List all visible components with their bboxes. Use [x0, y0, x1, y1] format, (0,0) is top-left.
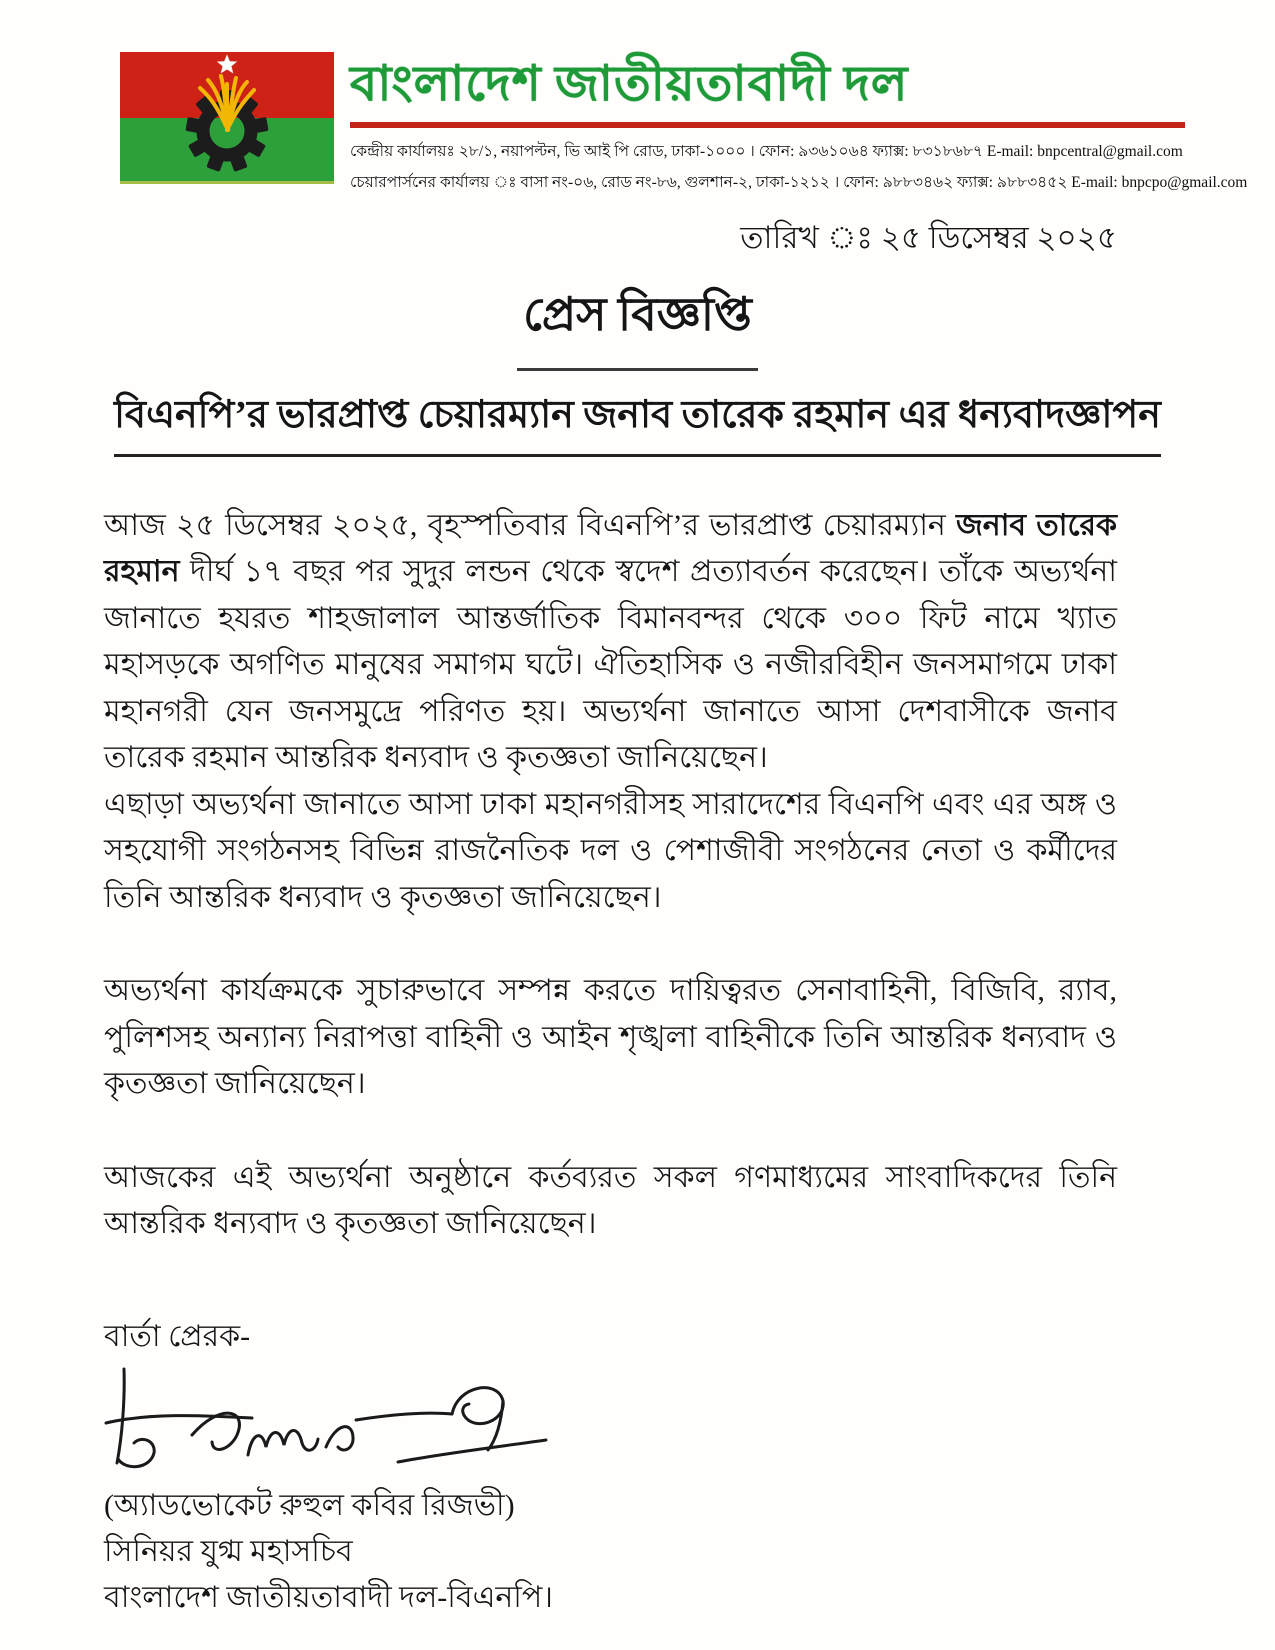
org-name: বাংলাদেশ জাতীয়তাবাদী দল [350, 56, 909, 111]
paragraph-1-rest: দীর্ঘ ১৭ বছর পর সুদুর লন্ডন থেকে স্বদেশ প্রত্যাবর্তন করেছেন। তাঁকে অভ্যর্থনা জানাতে হযরত শাহজালাল আন্তর্জাতিক বিমানবন্দর থেকে ৩০০ ফিট নামে খ্যাত মহাসড়কে অগণিত মানুষের সমাগম ঘটে। ঐতিহাসিক ও নজীরবিহীন জনসমাগমে ঢাকা মহানগরী যেন জনসমুদ্রে পরিণত হয়। অভ্যর্থনা জানাতে আসা দেশবাসীকে জনাব তারেক রহমান আন্তরিক ধন্যবাদ ও কৃতজ্ঞতা জানিয়েছেন। [104, 555, 1117, 775]
flag-gear-sheaf-icon [120, 52, 334, 184]
handwritten-signature [100, 1363, 550, 1481]
date-line: তারিখ ঃ ২৫ ডিসেম্বর ২০২৫ [740, 219, 1117, 255]
chairperson-office-address: চেয়ারপার্সনের কার্যালয় ঃ বাসা নং-০৬, রোড নং-৮৬, গুলশান-২, ঢাকা-১২১২ । ফোন: ৯৮৮৩৪৬২ ফ্যাক্স: ৯৮৮৩৪৫২ E-mail: bnpcpo@gmail.com [350, 173, 1248, 191]
paragraph-1-lead: আজ ২৫ ডিসেম্বর ২০২৫, বৃহস্পতিবার বিএনপি’র ভারপ্রাপ্ত চেয়ারম্যান [104, 508, 956, 542]
paragraph-2: এছাড়া অভ্যর্থনা জানাতে আসা ঢাকা মহানগরীসহ সারাদেশের বিএনপি এবং এর অঙ্গ ও সহযোগী সংগঠনসহ বিভিন্ন রাজনৈতিক দল ও পেশাজীবী সংগঠনের নেতা ও কর্মীদের তিনি আন্তরিক ধন্যবাদ ও কৃতজ্ঞতা জানিয়েছেন। [104, 787, 1117, 914]
letterhead-text [350, 52, 1248, 198]
signature-strokes-icon [100, 1363, 550, 1481]
sender-label: বার্তা প্রেরক- [104, 1319, 251, 1353]
signatory-org: বাংলাদেশ জাতীয়তাবাদী দল-বিএনপি। [104, 1580, 553, 1614]
paragraph-4: আজকের এই অভ্যর্থনা অনুষ্ঠানে কর্তব্যরত সকল গণমাধ্যমের সাংবাদিকদের তিনি আন্তরিক ধন্যবাদ ও কৃতজ্ঞতা জানিয়েছেন। [104, 1160, 1117, 1241]
bnp-flag-logo [120, 52, 334, 184]
body-text [104, 503, 1117, 1248]
paragraph-1-bold-name: জনাব তারেক রহমান [104, 508, 1117, 589]
press-release-title-text: প্রেস বিজ্ঞপ্তি [517, 280, 758, 371]
press-release-title [0, 280, 1275, 371]
central-office-address: কেন্দ্রীয় কার্যালয়ঃ ২৮/১, নয়াপল্টন, ভি আই পি রোড, ঢাকা-১০০০ । ফোন: ৯৩৬১০৬৪ ফ্যাক্স: ৮৩১৮৬৮৭ E-mail: bnpcentral@gmail.com [350, 142, 1183, 160]
signatory-title: সিনিয়র যুগ্ম মহাসচিব [104, 1534, 353, 1568]
paragraph-1 [104, 503, 1117, 782]
header-rule [350, 122, 1185, 128]
paragraph-3: অভ্যর্থনা কার্যক্রমকে সুচারুভাবে সম্পন্ন করতে দায়িত্বরত সেনাবাহিনী, বিজিবি, র‍্যাব, পুলিশসহ অন্যান্য নিরাপত্তা বাহিনী ও আইন শৃঙ্খলা বাহিনীকে তিনি আন্তরিক ধন্যবাদ ও কৃতজ্ঞতা জানিয়েছেন। [104, 974, 1117, 1101]
letterhead [120, 52, 1248, 198]
signature-block [104, 1314, 1117, 1621]
signatory-name: (অ্যাডভোকেট রুহুল কবির রিজভী) [104, 1488, 515, 1522]
subject-title: বিএনপি’র ভারপ্রাপ্ত চেয়ারম্যান জনাব তারেক রহমান এর ধন্যবাদজ্ঞাপন [114, 385, 1161, 457]
